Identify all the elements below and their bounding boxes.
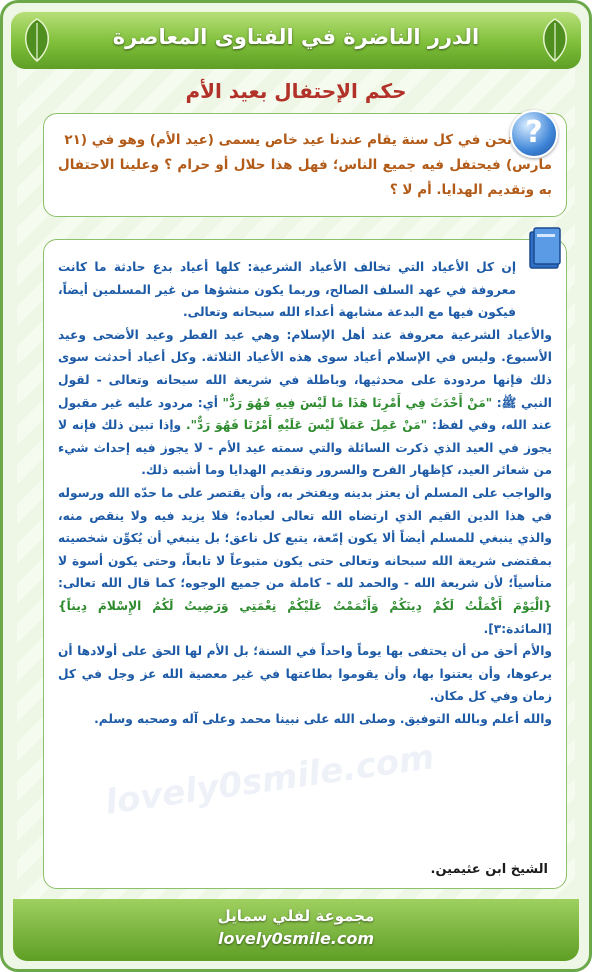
question-text	[58, 128, 552, 203]
answer-paragraph-5: والله أعلم وبالله التوفيق. وصلى الله على نبينا محمد وعلى آله وصحبه وسلم.	[94, 711, 552, 726]
answer-text-segment: أي: مردود عليه غير مقبول عند الله، وفي لفظ:	[58, 395, 552, 433]
site-name: الدرر الناضرة في الفتاوى المعاصرة	[112, 25, 480, 49]
footer-url[interactable]: lovely0smile.com	[217, 929, 375, 948]
footer-site-name: مجموعة لفلي سمايل	[217, 907, 375, 925]
verse-reference: [المائدة:٣].	[483, 621, 552, 636]
watermark: lovely0smile.com	[102, 737, 437, 823]
site-footer	[13, 899, 579, 961]
answer-text-segment: والواجب على المسلم أن يعتز بدينه ويفتخر به، وأن يقتصر على ما حدّه الله ورسوله في هذا الدين القيم الذي ارتضاه الله تعالى لعباده؛ فلا يزيد فيه ولا ينقص منه، والذي ينبغي للمسلم أيضاً ألا يكون إمّعة، يتبع كل ناعق؛ بل ينبغي أن يُكوِّن شخصيته بمقتضى شريعة الله سبحانه وتعالى حتى يكون متبوعاً لا تابعاً، وحتى يكون أسوة لا متأسياً؛ لأن شريعة الله - والحمد لله - كاملة من جميع الوجوه؛ كما قال الله تعالى:	[58, 485, 552, 591]
answer-paragraph-3	[58, 482, 552, 640]
hadith-quote-1: "مَنْ أَحْدَثَ فِي أَمْرِنَا هَذَا مَا لَيْسَ فِيهِ فَهُوَ رَدٌّ"	[222, 395, 493, 410]
answer-text-segment: وإذا تبين ذلك فإنه لا يجوز في العيد الذي ذكرت السائلة والتي سمته عيد الأم - لا يجوز فيه إحداث شيء من شعائر العيد، كإظهار الفرح والسرور وتقديم الهدايا وما أشبه ذلك.	[58, 418, 552, 478]
question-line-2: مارس) فيحتفل فيه جميع الناس؛ فهل هذا حلال أو حرام ؟ وعلينا الاحتفال به وتقديم الهدايا. أم لا ؟	[58, 157, 552, 198]
answer-box	[43, 239, 567, 889]
page-title: حكم الإحتفال بعيد الأم	[185, 79, 407, 103]
leaf-ornament-icon	[535, 17, 575, 63]
quran-verse: {الْيَوْمَ أَكْمَلْتُ لَكُمْ دِينَكُمْ وَأَتْمَمْتُ عَلَيْكُمْ نِعْمَتِي وَرَضِيتُ لَكُمُ الإِسْلامَ دِيناً}	[58, 598, 552, 613]
signature: الشيخ ابن عثيمين.	[430, 862, 548, 877]
hadith-quote-2: "مَنْ عَمِلَ عَمَلاً لَيْسَ عَلَيْهِ أَمْرُنَا فَهُوَ رَدٌّ".	[185, 418, 428, 433]
question-mark-icon: ?	[510, 110, 558, 158]
answer-text	[58, 256, 552, 730]
answer-paragraph-1: إن كل الأعياد التي تخالف الأعياد الشرعية: كلها أعياد بدع حادثة ما كانت معروفة في عهد السلف الصالح، وربما يكون منشؤها من غير المسلمين أيضاً، فيكون فيها مع البدعة مشابهة أعداء الله سبحانه وتعالى.	[58, 260, 516, 320]
question-box	[43, 113, 567, 217]
answer-paragraph-2	[58, 324, 552, 482]
question-line-1: نحن في كل سنة يقام عندنا عيد خاص يسمى (عيد الأم) وهو في (٢١	[64, 132, 512, 148]
answer-text-segment: والأعياد الشرعية معروفة عند أهل الإسلام: وهي عيد الفطر وعيد الأضحى وعيد الأسبوع. وليس في الإسلام أعياد سوى هذه الأعياد الثلاثة. وكل أعياد أحدثت سوى ذلك فإنها مردودة على محدثيها، وباطلة في شريعة الله سبحانه وتعالى - لقول النبي ﷺ:	[58, 327, 552, 410]
answer-paragraph-4: والأم أحق من أن يحتفى بها يوماً واحداً في السنة؛ بل الأم لها الحق على أولادها أن يرعوها، وأن يعتنوا بها، وأن يقوموا بطاعتها في غير معصية الله عز وجل في كل زمان وفي كل مكان.	[58, 644, 552, 704]
site-header	[11, 11, 581, 69]
